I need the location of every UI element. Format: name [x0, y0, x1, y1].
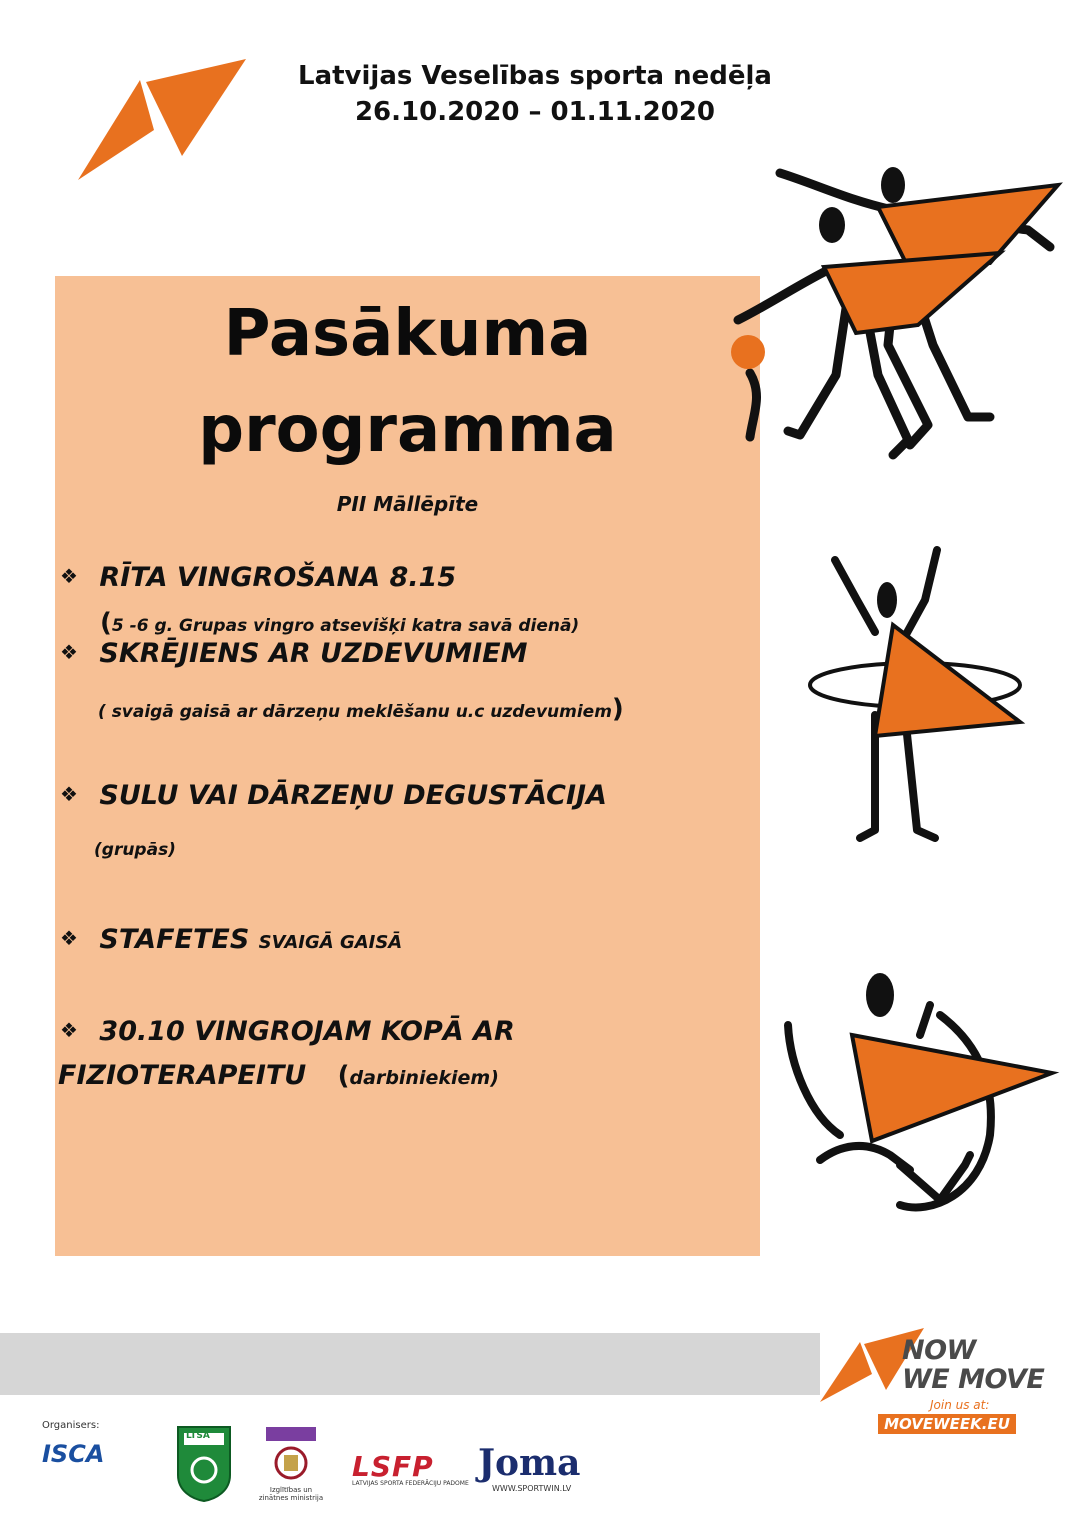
bullet-icon: ❖ — [60, 782, 78, 806]
organisers-label: Organisers: — [42, 1420, 100, 1431]
program-item-5-line2: FIZIOTERAPEITU (darbiniekiem) — [58, 1060, 499, 1091]
bullet-icon: ❖ — [60, 564, 78, 588]
program-item-5-note: darbiniekiem) — [349, 1067, 499, 1089]
bullet-icon: ❖ — [60, 640, 78, 664]
hula-hoop-illustration — [805, 540, 1030, 850]
program-item-3 — [60, 780, 607, 811]
event-header — [250, 58, 820, 130]
program-item-4-note: SVAIGĀ GAISĀ — [258, 932, 403, 953]
program-item-1-title: RĪTA VINGROŠANA 8.15 — [99, 562, 457, 593]
move-logo-icon — [76, 56, 248, 182]
moveweek-link[interactable]: MOVEWEEK.EU — [878, 1414, 1016, 1434]
joma-logo: Joma — [478, 1442, 581, 1484]
isca-logo: ISCA — [42, 1440, 105, 1468]
program-title — [55, 286, 760, 478]
program-item-2 — [60, 638, 527, 669]
event-dates: 26.10.2020 – 01.11.2020 — [354, 97, 716, 127]
program-item-5 — [60, 1016, 515, 1047]
program-item-4-title: STAFETES — [99, 924, 250, 955]
program-item-1 — [60, 562, 456, 593]
runners-with-ball-illustration — [728, 155, 1063, 475]
program-item-5-title: 30.10 VINGROJAM KOPĀ AR — [99, 1016, 515, 1047]
ministry-text: Izglītības un zinātnes ministrija — [258, 1486, 324, 1502]
ministry-logo — [266, 1427, 318, 1485]
venue-name: PII Māllēpīte — [336, 492, 479, 516]
program-title-line2: programma — [198, 393, 617, 467]
bullet-icon: ❖ — [60, 1018, 78, 1042]
program-item-3-title: SULU VAI DĀRZEŅU DEGUSTĀCIJA — [99, 780, 607, 811]
lsfp-subtitle: LATVIJAS SPORTA FEDERĀCIJU PADOME — [352, 1480, 469, 1487]
program-item-4 — [60, 924, 402, 955]
ltsa-text: LTSA — [186, 1431, 210, 1441]
coat-of-arms-icon — [266, 1441, 316, 1481]
program-item-3-note: (grupās) — [94, 840, 176, 860]
program-item-1-note: (5 -6 g. Grupas vingro atsevišķi katra savā dienā) — [100, 608, 580, 638]
join-label: Join us at: — [930, 1398, 990, 1412]
footer-band — [0, 1333, 820, 1395]
program-title-line1: Pasākuma — [223, 297, 592, 371]
bullet-icon: ❖ — [60, 926, 78, 950]
program-item-2-title: SKRĒJIENS AR UZDEVUMIEM — [99, 638, 528, 669]
program-item-2-note: ( svaigā gaisā ar dārzeņu meklēšanu u.c uzdevumiem) — [98, 694, 624, 724]
ministry-color-bar — [266, 1427, 316, 1441]
now-we-move-slogan: NOW WE MOVE — [902, 1335, 1045, 1395]
joma-subtitle: WWW.SPORTWIN.LV — [492, 1484, 572, 1493]
event-title: Latvijas Veselības sporta nedēļa — [298, 61, 772, 91]
jump-rope-illustration — [780, 965, 1060, 1225]
lsfp-logo: LSFP — [352, 1450, 434, 1483]
